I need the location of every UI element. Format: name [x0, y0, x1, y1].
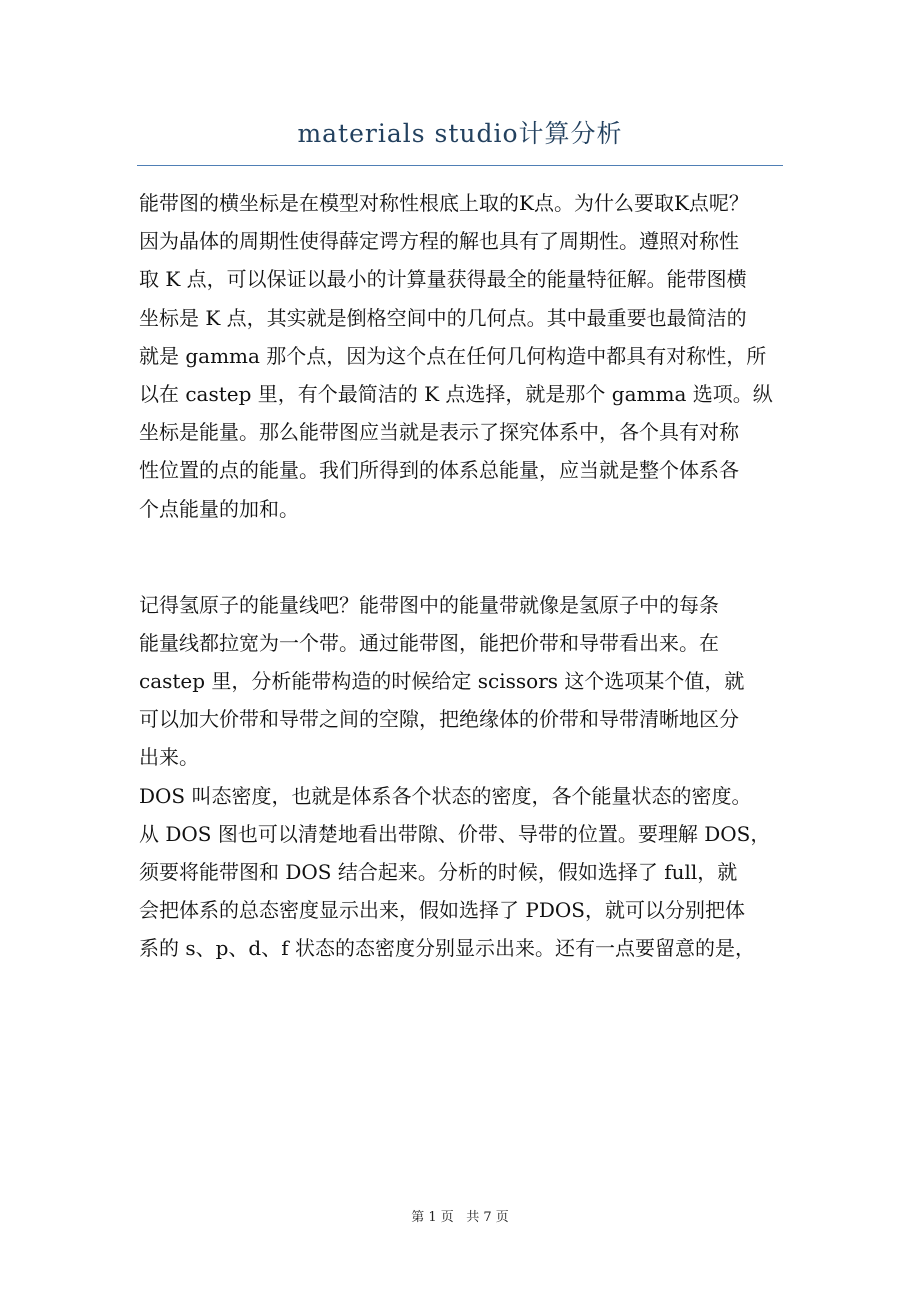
text-line: 系的 s、p、d、f 状态的态密度分别显示出来。还有一点要留意的是， — [139, 936, 755, 961]
text-line: 会把体系的总态密度显示出来，假如选择了 PDOS，就可以分别把体 — [139, 898, 745, 923]
text-line: 记得氢原子的能量线吧？能带图中的能量带就像是氢原子中的每条 — [139, 592, 719, 617]
paragraph-dos — [139, 777, 799, 968]
text-line: 性位置的点的能量。我们所得到的体系总能量，应当就是整个体系各 — [139, 458, 739, 483]
text-line: 坐标是 K 点，其实就是倒格空间中的几何点。其中最重要也最简洁的 — [139, 305, 747, 330]
paragraph-spacer — [139, 528, 799, 586]
title-underline — [137, 165, 783, 166]
text-line: 就是 gamma 那个点，因为这个点在任何几何构造中都具有对称性，所 — [139, 343, 767, 368]
text-line: 须要将能带图和 DOS 结合起来。分析的时候，假如选择了 full，就 — [139, 860, 738, 884]
text-line: 以在 castep 里，有个最简洁的 K 点选择，就是那个 gamma 选项。纵 — [139, 381, 773, 406]
text-line: 坐标是能量。那么能带图应当就是表示了探究体系中，各个具有对称 — [139, 420, 739, 445]
text-line: 个点能量的加和。 — [139, 496, 299, 521]
document-body — [139, 184, 799, 968]
text-line: 能量线都拉宽为一个带。通过能带图，能把价带和导带看出来。在 — [139, 630, 719, 655]
paragraph-band-structure — [139, 184, 799, 528]
paragraph-energy-bands — [139, 586, 799, 777]
text-line: 取 K 点，可以保证以最小的计算量获得最全的能量特征解。能带图横 — [139, 267, 747, 292]
text-line: 出来。 — [139, 745, 199, 770]
text-line: castep 里，分析能带构造的时候给定 scissors 这个选项某个值，就 — [139, 669, 745, 694]
text-line: 能带图的横坐标是在模型对称性根底上取的K点。为什么要取K点呢？ — [139, 191, 749, 215]
text-line: 从 DOS 图也可以清楚地看出带隙、价带、导带的位置。要理解 DOS， — [139, 821, 771, 846]
document-title: materials studio计算分析 — [297, 119, 623, 148]
page-footer: 第 1 页 共 7 页 — [411, 1210, 509, 1225]
text-line: 因为晶体的周期性使得薛定谔方程的解也具有了周期性。遵照对称性 — [139, 229, 739, 254]
text-line: 可以加大价带和导带之间的空隙，把绝缘体的价带和导带清晰地区分 — [139, 707, 739, 732]
text-line: DOS 叫态密度，也就是体系各个状态的密度，各个能量状态的密度。 — [139, 783, 752, 808]
